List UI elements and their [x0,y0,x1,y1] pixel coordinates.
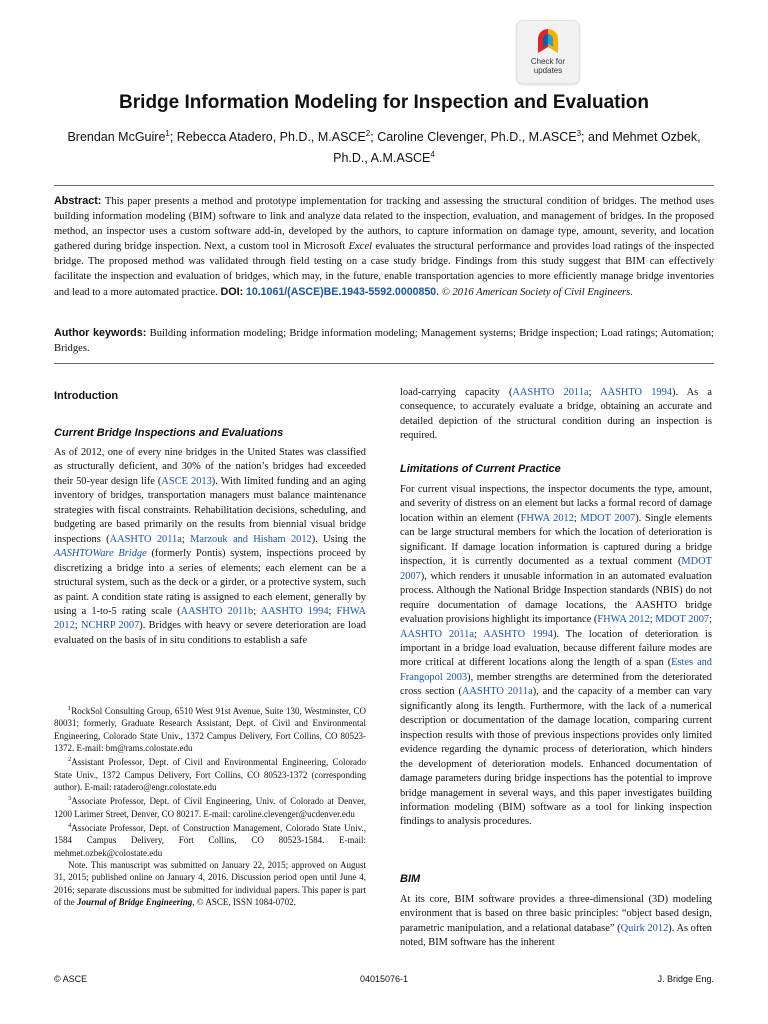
keywords-label: Author keywords: [54,327,147,339]
text-run: ; [74,620,81,632]
abstract [54,194,714,300]
citation-link[interactable]: AASHTO 1994 [260,605,329,617]
footnote-marker: 2 [68,756,72,764]
subsection-heading-current-inspections: Current Bridge Inspections and Evaluations [54,427,284,439]
text-run: For current visual inspections, the inspector documents the type, amount, and severity of distress on an element but lacks a formal record of damage location within an element ( [400,484,712,524]
citation-link[interactable]: AASHTO 2011b [180,605,254,617]
footnote-text: RockSol Consulting Group, 6510 West 91st Avenue, Suite 130, Westminster, CO 80031; formerly, Graduate Research Assistant, Dept. of Civil and Environmental Engineering, Colorado State Univ., 1372 Campus Delivery, Fort Collins, CO 80523-1372. E-mail: bm@rams.colostate.edu [54,706,366,754]
citation-link[interactable]: NCHRP 2007 [80,620,140,632]
citation-link[interactable]: Quirk 2012 [620,922,669,934]
doi-label: DOI: [220,285,244,298]
author-name: ; Rebecca Atadero, Ph.D., M.ASCE [169,130,366,145]
text-run: load-carrying capacity ( [400,387,513,398]
author-affiliation-marker: 3 [576,129,582,138]
text-run: As of 2012, one of every nine bridges in the United States was classified as structurally deficient, and 30% of the nation’s bridges had exceeded their 50-year design life ( [54,447,366,487]
abstract-text: This paper presents a method and prototype implementation for tracking and assessing the structural condition of bridges. The method uses building information modeling (BIM) software to link and analyze data related to the inspection, evaluation, and management of bridges. In the proposed method, an inspector uses a custom software add-in, developed by the authors, to capture information on damage type, amount, severity, and location gathered during bridge inspection. Next, a custom tool in Microsoft [54,196,714,253]
text-run: ). Using the [311,533,367,545]
footnote-text: Assistant Professor, Dept. of Civil and Environmental Engineering, Colorado State Univ., 1372 Campus Delivery, Fort Collins, CO 80523-1372 (corresponding author). E-mail: ratadero@engr.colostate.edu [54,757,366,793]
citation-link[interactable]: MDOT 2007 [400,556,712,582]
software-link[interactable]: AASHTOWare Bridge [54,548,147,560]
badge-line1: Check for [530,57,566,66]
check-for-updates-badge[interactable] [516,20,580,84]
text-run: ). Bridges with heavy or severe deterioration are load evaluated on the basis of in situ conditions to establish a safe [54,620,366,646]
footnote-marker: 4 [68,822,72,830]
citation-link[interactable]: AASHTO 1994 [483,628,553,640]
footnote-3 [54,793,366,820]
abstract-software-name: Excel [348,241,373,253]
text-run: ; [709,614,712,626]
right-column-bim [400,893,712,951]
footer-article-number: 04015076-1 [359,974,409,984]
text-run: ; [573,512,581,524]
left-column-body [54,446,366,648]
paper-title: Bridge Information Modeling for Inspection and Evaluation [119,92,649,113]
citation-link[interactable]: MDOT 2007 [655,614,710,626]
footnote-2 [54,754,366,793]
author-name: ; Caroline Clevenger, Ph.D., M.ASCE [370,130,577,145]
footnote-text: Associate Professor, Dept. of Civil Engineering, Univ. of Colorado at Denver, 1200 Larimer Street, Denver, CO 80217. E-mail: caroline.clevenger@ucdenver.edu [54,796,366,819]
citation-link[interactable]: MDOT 2007 [580,512,636,524]
badge-label [517,57,579,75]
abstract-label: Abstract: [54,195,102,207]
paragraph [400,483,712,830]
text-run: ; [181,533,191,545]
subsection-heading-limitations: Limitations of Current Practice [400,463,561,475]
citation-link[interactable]: AASHTO 2011a [109,533,182,545]
citation-link[interactable]: FHWA 2012 [597,614,650,626]
author-name: Brendan McGuire [67,130,166,145]
footnote-1 [54,703,366,754]
author-affiliation-marker: 1 [165,129,170,138]
text-run: ; [253,605,261,617]
right-column-intro [400,386,712,444]
author-name: ; and Mehmet Ozbek, Ph.D., A.M.ASCE [333,130,701,166]
section-heading-introduction: Introduction [54,390,119,402]
note-text: Note. This manuscript was submitted on January 22, 2015; approved on August 31, 2015; published online on January 4, 2016. Discussion period open until June 4, 2016; separate discussions must be submitted for individual papers. This paper is part of the [54,860,366,908]
badge-line2: updates [533,66,563,75]
author-keywords [54,326,714,356]
author-affiliation-marker: 2 [365,129,371,138]
abstract-text: evaluates the structural performance and provides load ratings of the inspected bridge. The proposed method was validated through field testing on a case study bridge. Findings from this study suggest that BIM can effectively facilitate the inspection and evaluation of bridges, which may, in the future, enable transportation agencies to more efficiently manage bridge inventories and lead to a more automated practice. [54,241,714,298]
text-run: ), which renders it unusable information in an automated evaluation process. Although the National Bridge Inspection standards (NBIS) do not require documentation of damage locations, the AASHTO bridge evaluation provisions highlight its importance ( [400,570,712,626]
text-run: ; [473,628,484,640]
citation-link[interactable]: ASCE 2013 [161,475,212,487]
journal-name: Journal of Bridge Engineering [77,897,193,908]
author-list [50,125,718,167]
citation-link[interactable]: AASHTO 1994 [600,387,672,398]
text-run: ; [328,605,337,617]
footer-copyright: © ASCE [54,974,88,984]
citation-link[interactable]: Estes and Frangopol 2003 [400,657,712,683]
footnotes [54,703,366,909]
paragraph [400,893,712,951]
text-run: ). The location of deterioration is important in a bridge load evaluation, because different failure modes are more critical at different locations along the length of a span ( [400,628,712,669]
text-run: At its core, BIM software provides a three-dimensional (3D) modeling environment that is based on three basic principles: “object based design, parametric manipulation, and a relational database” ( [400,894,712,934]
text-run: (formerly Pontis) system, inspections proceed by discretizing a bridge into a series of elements; each element can be a structural system, such as the deck or a girder, or a protective system, such as paint. A condition state rating is assigned to each element, generally by using a 1-to-5 rating scale ( [54,548,366,617]
paragraph [54,446,366,648]
abstract-bottom-rule [54,363,714,364]
text-run: ), and the capacity of a member can vary significantly along its length. Furthermore, with the lack of a numerical description or documentation of the damage location, comparing current inspection results with those of previous inspections provides only limited evidence regarding the dynamic process of deterioration, which hinders the development of deterioration models. Enhanced documentation of damage parameters during bridge inspections has the potential to improve bridge management in several ways, and this paper investigates building information modeling (BIM) software as a tool for linking inspection findings to analysis procedures. [400,686,712,828]
bookmark-ribbon-icon [536,27,560,55]
footer-journal: J. Bridge Eng. [657,974,714,984]
note-text: , © ASCE, ISSN 1084-0702. [192,897,296,908]
abstract-top-rule [54,185,714,186]
citation-link[interactable]: AASHTO 2011a [512,387,589,398]
citation-link[interactable]: FHWA 2012 [54,605,366,632]
text-run: ). Single elements can be large structural members for which the location of deterioration is significant. If damage location information is captured during a bridge inspection, it is currently documented as a textual comment ( [400,512,712,568]
subsection-heading-bim: BIM [400,873,421,885]
text-run: ). As often noted, BIM software has the inherent [400,922,713,949]
citation-link[interactable]: AASHTO 2011a [461,686,533,698]
doi-link[interactable]: 10.1061/(ASCE)BE.1943-5592.0000850. [245,285,440,298]
text-run: ; [649,614,656,626]
right-column-limitations [400,483,712,830]
citation-link[interactable]: Marzouk and Hisham 2012 [190,533,312,545]
text-run: ). With limited funding and an aging inventory of bridges, transportation managers must balance maintenance strategies with fiscal constraints. Rehabilitation decisions, scheduling, and budgeting are based primarily on the results from biennial visual bridge inspections ( [54,475,366,545]
footnote-text: Associate Professor, Dept. of Construction Management, Colorado State Univ., 1584 Campus Delivery, Fort Collins, CO 80523-1584. E-mail: mehmet.ozbek@colostate.edu [54,823,366,858]
footnote-marker: 1 [68,705,72,712]
author-affiliation-marker: 4 [430,150,435,160]
footnote-4 [54,820,366,859]
text-run: ; [588,387,601,398]
footnote-marker: 3 [68,795,72,803]
citation-link[interactable]: AASHTO 2011a [400,628,474,640]
submission-note [54,859,366,908]
copyright-notice: © 2016 American Society of Civil Engineers. [439,286,633,298]
text-run: ), member strengths are determined from the deteriorated cross section ( [400,671,713,698]
keywords-text: Building information modeling; Bridge information modeling; Management systems; Bridge inspection; Load ratings; Automation; Bridges. [54,328,715,355]
text-run: ). As a consequence, to accurately evaluate a bridge, obtaining an accurate and detailed depiction of the structural condition during an inspection is required. [400,387,712,442]
paragraph [400,386,712,444]
citation-link[interactable]: FHWA 2012 [520,512,574,524]
